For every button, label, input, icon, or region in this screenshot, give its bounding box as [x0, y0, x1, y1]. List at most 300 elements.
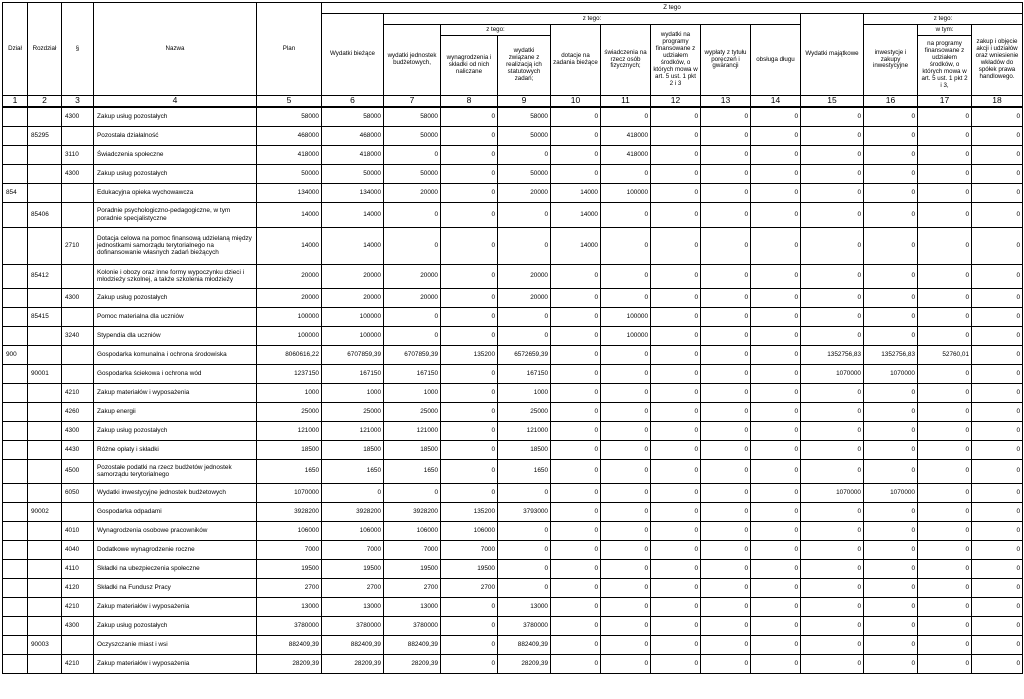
cell-nazwa: Zakup usług pozostałych [94, 107, 257, 126]
cell-value: 18500 [384, 440, 441, 459]
cell-value: 1070000 [864, 364, 918, 383]
cell-paragraf: 4300 [62, 107, 94, 126]
cell-value: 0 [864, 635, 918, 654]
cell-value: 0 [651, 654, 701, 673]
header-w-tym: w tym: [918, 25, 972, 36]
cell-value: 1000 [257, 383, 322, 402]
cell-value: 100000 [601, 183, 651, 202]
cell-rozdzial [28, 559, 62, 578]
cell-value: 0 [751, 578, 801, 597]
cell-value: 0 [601, 635, 651, 654]
cell-rozdzial [28, 107, 62, 126]
cell-value: 0 [972, 126, 1023, 145]
cell-value: 0 [651, 183, 701, 202]
cell-value: 134000 [257, 183, 322, 202]
cell-paragraf: 3240 [62, 326, 94, 345]
cell-value: 0 [864, 326, 918, 345]
cell-value: 20000 [384, 288, 441, 307]
cell-value: 7000 [322, 540, 384, 559]
cell-value: 0 [701, 578, 751, 597]
cell-value: 0 [751, 402, 801, 421]
cell-value: 20000 [257, 264, 322, 288]
cell-value: 0 [972, 402, 1023, 421]
cell-value: 0 [801, 202, 864, 227]
cell-paragraf [62, 635, 94, 654]
table-row [3, 326, 1023, 345]
cell-value: 0 [801, 502, 864, 521]
cell-value: 0 [801, 126, 864, 145]
cell-value: 0 [441, 440, 498, 459]
cell-value: 0 [701, 107, 751, 126]
cell-rozdzial: 90001 [28, 364, 62, 383]
cell-value: 0 [651, 421, 701, 440]
cell-value: 0 [801, 107, 864, 126]
cell-value: 0 [864, 288, 918, 307]
cell-value: 0 [701, 227, 751, 264]
cell-value: 0 [701, 364, 751, 383]
cell-value: 14000 [551, 183, 601, 202]
cell-value: 0 [864, 307, 918, 326]
cell-value: 0 [972, 145, 1023, 164]
cell-value: 0 [801, 383, 864, 402]
cell-nazwa: Stypendia dla uczniów [94, 326, 257, 345]
cell-value: 0 [551, 264, 601, 288]
cell-value: 100000 [601, 326, 651, 345]
cell-paragraf: 4010 [62, 521, 94, 540]
table-row [3, 654, 1023, 673]
cell-paragraf: 4040 [62, 540, 94, 559]
cell-value: 468000 [257, 126, 322, 145]
cell-value: 0 [551, 559, 601, 578]
cell-value: 0 [918, 107, 972, 126]
cell-nazwa: Dotacja celowa na pomoc finansową udzielaną między jednostkami samorządu terytorialnego na dofinansowanie własnych zadań bieżących [94, 227, 257, 264]
cell-value: 0 [601, 227, 651, 264]
cell-value: 0 [701, 202, 751, 227]
cell-value: 2700 [322, 578, 384, 597]
cell-value: 0 [441, 597, 498, 616]
cell-value: 0 [918, 597, 972, 616]
column-number: 6 [322, 96, 384, 108]
cell-paragraf: 4260 [62, 402, 94, 421]
cell-value: 0 [801, 183, 864, 202]
cell-paragraf: 4300 [62, 288, 94, 307]
cell-value: 1070000 [864, 483, 918, 502]
cell-value: 0 [801, 578, 864, 597]
cell-value: 1650 [384, 459, 441, 483]
cell-nazwa: Zakup materiałów i wyposażenia [94, 597, 257, 616]
cell-value: 0 [864, 654, 918, 673]
cell-value: 0 [972, 383, 1023, 402]
cell-value: 0 [751, 126, 801, 145]
cell-value: 0 [441, 364, 498, 383]
cell-value: 0 [864, 521, 918, 540]
cell-value: 3928200 [322, 502, 384, 521]
cell-value: 0 [551, 145, 601, 164]
cell-value: 0 [751, 559, 801, 578]
cell-paragraf: 4430 [62, 440, 94, 459]
cell-nazwa: Oczyszczanie miast i wsi [94, 635, 257, 654]
cell-value: 0 [498, 202, 551, 227]
cell-dzial [3, 459, 28, 483]
cell-dzial [3, 402, 28, 421]
cell-value: 28209,39 [257, 654, 322, 673]
cell-value: 0 [651, 502, 701, 521]
table-row [3, 126, 1023, 145]
cell-value: 135200 [441, 345, 498, 364]
cell-value: 0 [441, 307, 498, 326]
header-wydatki-jednostek: wydatki jednostek budżetowych, [384, 25, 441, 96]
cell-paragraf [62, 202, 94, 227]
header-z-tego: Z tego [322, 3, 1023, 14]
cell-value: 0 [801, 145, 864, 164]
cell-dzial [3, 597, 28, 616]
cell-value: 1650 [257, 459, 322, 483]
cell-value: 0 [384, 326, 441, 345]
cell-value: 0 [751, 483, 801, 502]
cell-value: 0 [384, 202, 441, 227]
cell-value: 0 [751, 164, 801, 183]
budget-table [2, 2, 1023, 674]
cell-value: 0 [801, 227, 864, 264]
cell-value: 0 [701, 345, 751, 364]
cell-value: 0 [864, 264, 918, 288]
table-row [3, 183, 1023, 202]
cell-value: 7000 [384, 540, 441, 559]
cell-value: 0 [801, 440, 864, 459]
cell-value: 0 [601, 540, 651, 559]
header-dotacje: dotacje na zadania bieżące [551, 25, 601, 96]
cell-value: 0 [751, 654, 801, 673]
cell-rozdzial [28, 578, 62, 597]
cell-dzial [3, 483, 28, 502]
cell-value: 0 [751, 364, 801, 383]
cell-dzial [3, 540, 28, 559]
cell-paragraf: 4110 [62, 559, 94, 578]
cell-value: 0 [701, 597, 751, 616]
cell-value: 106000 [257, 521, 322, 540]
cell-value: 0 [551, 578, 601, 597]
cell-value: 19500 [441, 559, 498, 578]
cell-value: 0 [918, 402, 972, 421]
column-number: 17 [918, 96, 972, 108]
cell-dzial [3, 107, 28, 126]
cell-value: 0 [551, 288, 601, 307]
table-row [3, 288, 1023, 307]
cell-value: 0 [551, 402, 601, 421]
table-row [3, 483, 1023, 502]
column-number: 16 [864, 96, 918, 108]
cell-value: 0 [801, 521, 864, 540]
cell-value: 0 [972, 421, 1023, 440]
cell-value: 0 [701, 183, 751, 202]
column-number: 8 [441, 96, 498, 108]
cell-value: 3780000 [257, 616, 322, 635]
cell-value: 121000 [322, 421, 384, 440]
cell-value: 0 [972, 635, 1023, 654]
table-row [3, 227, 1023, 264]
cell-value: 106000 [384, 521, 441, 540]
cell-value: 0 [751, 540, 801, 559]
cell-value: 18500 [498, 440, 551, 459]
cell-value: 0 [322, 483, 384, 502]
cell-value: 1237150 [257, 364, 322, 383]
cell-value: 0 [751, 459, 801, 483]
cell-value: 0 [551, 126, 601, 145]
cell-value: 0 [801, 288, 864, 307]
column-number: 7 [384, 96, 441, 108]
cell-value: 0 [701, 326, 751, 345]
cell-value: 100000 [257, 326, 322, 345]
cell-value: 0 [551, 635, 601, 654]
cell-value: 0 [651, 635, 701, 654]
cell-value: 1000 [498, 383, 551, 402]
cell-paragraf [62, 126, 94, 145]
cell-value: 1352756,83 [864, 345, 918, 364]
cell-paragraf: 6050 [62, 483, 94, 502]
cell-value: 1000 [384, 383, 441, 402]
cell-value: 0 [801, 597, 864, 616]
cell-value: 0 [972, 440, 1023, 459]
cell-dzial [3, 559, 28, 578]
cell-dzial [3, 307, 28, 326]
cell-value: 28209,39 [498, 654, 551, 673]
cell-value: 0 [601, 107, 651, 126]
cell-dzial: 900 [3, 345, 28, 364]
cell-nazwa: Pozostała działalność [94, 126, 257, 145]
cell-value: 1000 [322, 383, 384, 402]
cell-value: 0 [972, 326, 1023, 345]
cell-value: 0 [498, 559, 551, 578]
cell-value: 7000 [441, 540, 498, 559]
column-number: 15 [801, 96, 864, 108]
cell-nazwa: Zakup energii [94, 402, 257, 421]
cell-value: 0 [972, 288, 1023, 307]
cell-value: 0 [864, 107, 918, 126]
cell-value: 14000 [257, 202, 322, 227]
cell-value: 1070000 [257, 483, 322, 502]
cell-value: 0 [972, 540, 1023, 559]
cell-nazwa: Gospodarka ściekowa i ochrona wód [94, 364, 257, 383]
cell-nazwa: Dodatkowe wynagrodzenie roczne [94, 540, 257, 559]
cell-value: 0 [651, 559, 701, 578]
cell-value: 3780000 [498, 616, 551, 635]
cell-value: 0 [651, 326, 701, 345]
table-row [3, 264, 1023, 288]
cell-value: 0 [384, 145, 441, 164]
cell-value: 0 [751, 326, 801, 345]
cell-value: 0 [551, 326, 601, 345]
cell-value: 0 [651, 264, 701, 288]
cell-value: 0 [972, 364, 1023, 383]
cell-paragraf: 4210 [62, 597, 94, 616]
cell-value: 0 [498, 326, 551, 345]
cell-nazwa: Zakup materiałów i wyposażenia [94, 383, 257, 402]
cell-value: 14000 [322, 227, 384, 264]
cell-value: 0 [972, 597, 1023, 616]
cell-rozdzial [28, 227, 62, 264]
cell-value: 0 [441, 202, 498, 227]
cell-value: 0 [864, 597, 918, 616]
cell-rozdzial [28, 326, 62, 345]
cell-value: 100000 [601, 307, 651, 326]
table-row [3, 202, 1023, 227]
cell-value: 0 [651, 126, 701, 145]
cell-paragraf [62, 264, 94, 288]
column-number: 13 [701, 96, 751, 108]
header-wyplaty: wypłaty z tytułu poręczeń i gwarancji [701, 25, 751, 96]
cell-value: 0 [864, 202, 918, 227]
cell-paragraf: 4210 [62, 383, 94, 402]
cell-value: 0 [864, 459, 918, 483]
cell-value: 0 [972, 183, 1023, 202]
cell-value: 0 [498, 227, 551, 264]
cell-value: 0 [918, 202, 972, 227]
cell-value: 0 [864, 440, 918, 459]
cell-value: 14000 [322, 202, 384, 227]
table-row [3, 459, 1023, 483]
cell-value: 100000 [322, 326, 384, 345]
cell-value: 0 [864, 578, 918, 597]
cell-rozdzial [28, 459, 62, 483]
cell-value: 0 [751, 307, 801, 326]
table-row [3, 616, 1023, 635]
cell-value: 0 [601, 459, 651, 483]
table-row [3, 635, 1023, 654]
cell-value: 0 [701, 635, 751, 654]
cell-value: 6707859,39 [322, 345, 384, 364]
cell-value: 0 [441, 183, 498, 202]
cell-value: 882409,39 [384, 635, 441, 654]
cell-value: 25000 [384, 402, 441, 421]
cell-value: 0 [441, 107, 498, 126]
cell-value: 25000 [498, 402, 551, 421]
cell-value: 20000 [498, 264, 551, 288]
cell-value: 3928200 [384, 502, 441, 521]
cell-value: 0 [551, 459, 601, 483]
cell-dzial [3, 164, 28, 183]
cell-dzial [3, 364, 28, 383]
cell-dzial [3, 440, 28, 459]
cell-value: 0 [918, 440, 972, 459]
cell-value: 0 [498, 540, 551, 559]
cell-value: 0 [601, 502, 651, 521]
cell-value: 2700 [257, 578, 322, 597]
table-row [3, 107, 1023, 126]
cell-value: 0 [601, 521, 651, 540]
budget-table-wrapper [2, 2, 1023, 674]
cell-value: 0 [918, 383, 972, 402]
cell-value: 0 [551, 440, 601, 459]
cell-value: 50000 [384, 164, 441, 183]
cell-value: 0 [864, 421, 918, 440]
cell-value: 0 [441, 459, 498, 483]
cell-value: 20000 [384, 183, 441, 202]
cell-value: 0 [701, 440, 751, 459]
cell-value: 0 [601, 440, 651, 459]
cell-value: 0 [751, 345, 801, 364]
cell-value: 0 [751, 288, 801, 307]
cell-rozdzial [28, 288, 62, 307]
cell-value: 0 [972, 654, 1023, 673]
cell-value: 0 [918, 459, 972, 483]
cell-value: 0 [601, 559, 651, 578]
cell-dzial [3, 288, 28, 307]
cell-value: 20000 [322, 288, 384, 307]
table-row [3, 345, 1023, 364]
cell-value: 0 [801, 635, 864, 654]
header-paragraf: § [62, 3, 94, 96]
header-wydatki-majatkowe: Wydatki majątkowe [801, 14, 864, 96]
cell-value: 0 [751, 383, 801, 402]
cell-value: 0 [551, 307, 601, 326]
cell-value: 0 [751, 635, 801, 654]
cell-value: 58000 [322, 107, 384, 126]
cell-dzial [3, 202, 28, 227]
cell-dzial [3, 521, 28, 540]
cell-rozdzial [28, 383, 62, 402]
cell-value: 106000 [322, 521, 384, 540]
header-swiadczenia: świadczenia na rzecz osób fizycznych; [601, 25, 651, 96]
cell-rozdzial [28, 164, 62, 183]
table-row [3, 521, 1023, 540]
cell-value: 0 [601, 578, 651, 597]
table-row [3, 307, 1023, 326]
cell-value: 0 [441, 326, 498, 345]
cell-value: 0 [918, 183, 972, 202]
cell-value: 0 [551, 616, 601, 635]
cell-value: 50000 [322, 164, 384, 183]
cell-value: 7000 [257, 540, 322, 559]
cell-value: 50000 [257, 164, 322, 183]
cell-value: 0 [972, 164, 1023, 183]
cell-value: 0 [384, 307, 441, 326]
cell-value: 0 [972, 483, 1023, 502]
cell-value: 6707859,39 [384, 345, 441, 364]
cell-value: 0 [384, 483, 441, 502]
cell-value: 0 [551, 345, 601, 364]
table-row [3, 164, 1023, 183]
cell-value: 0 [918, 227, 972, 264]
cell-value: 0 [441, 654, 498, 673]
table-row [3, 559, 1023, 578]
cell-value: 0 [651, 164, 701, 183]
cell-paragraf: 3110 [62, 145, 94, 164]
cell-value: 0 [918, 164, 972, 183]
cell-value: 0 [801, 654, 864, 673]
cell-value: 1650 [498, 459, 551, 483]
cell-value: 0 [801, 164, 864, 183]
cell-paragraf [62, 502, 94, 521]
cell-value: 0 [701, 483, 751, 502]
cell-value: 0 [918, 559, 972, 578]
cell-value: 0 [864, 126, 918, 145]
cell-value: 0 [701, 654, 751, 673]
cell-value: 0 [972, 559, 1023, 578]
table-row [3, 421, 1023, 440]
cell-paragraf: 4210 [62, 654, 94, 673]
cell-value: 418000 [257, 145, 322, 164]
cell-nazwa: Wydatki inwestycyjne jednostek budżetowych [94, 483, 257, 502]
cell-value: 3780000 [384, 616, 441, 635]
cell-value: 0 [972, 264, 1023, 288]
cell-rozdzial: 85406 [28, 202, 62, 227]
cell-dzial [3, 635, 28, 654]
column-number: 10 [551, 96, 601, 108]
cell-value: 19500 [257, 559, 322, 578]
cell-rozdzial [28, 597, 62, 616]
cell-value: 0 [801, 264, 864, 288]
cell-value: 2700 [441, 578, 498, 597]
